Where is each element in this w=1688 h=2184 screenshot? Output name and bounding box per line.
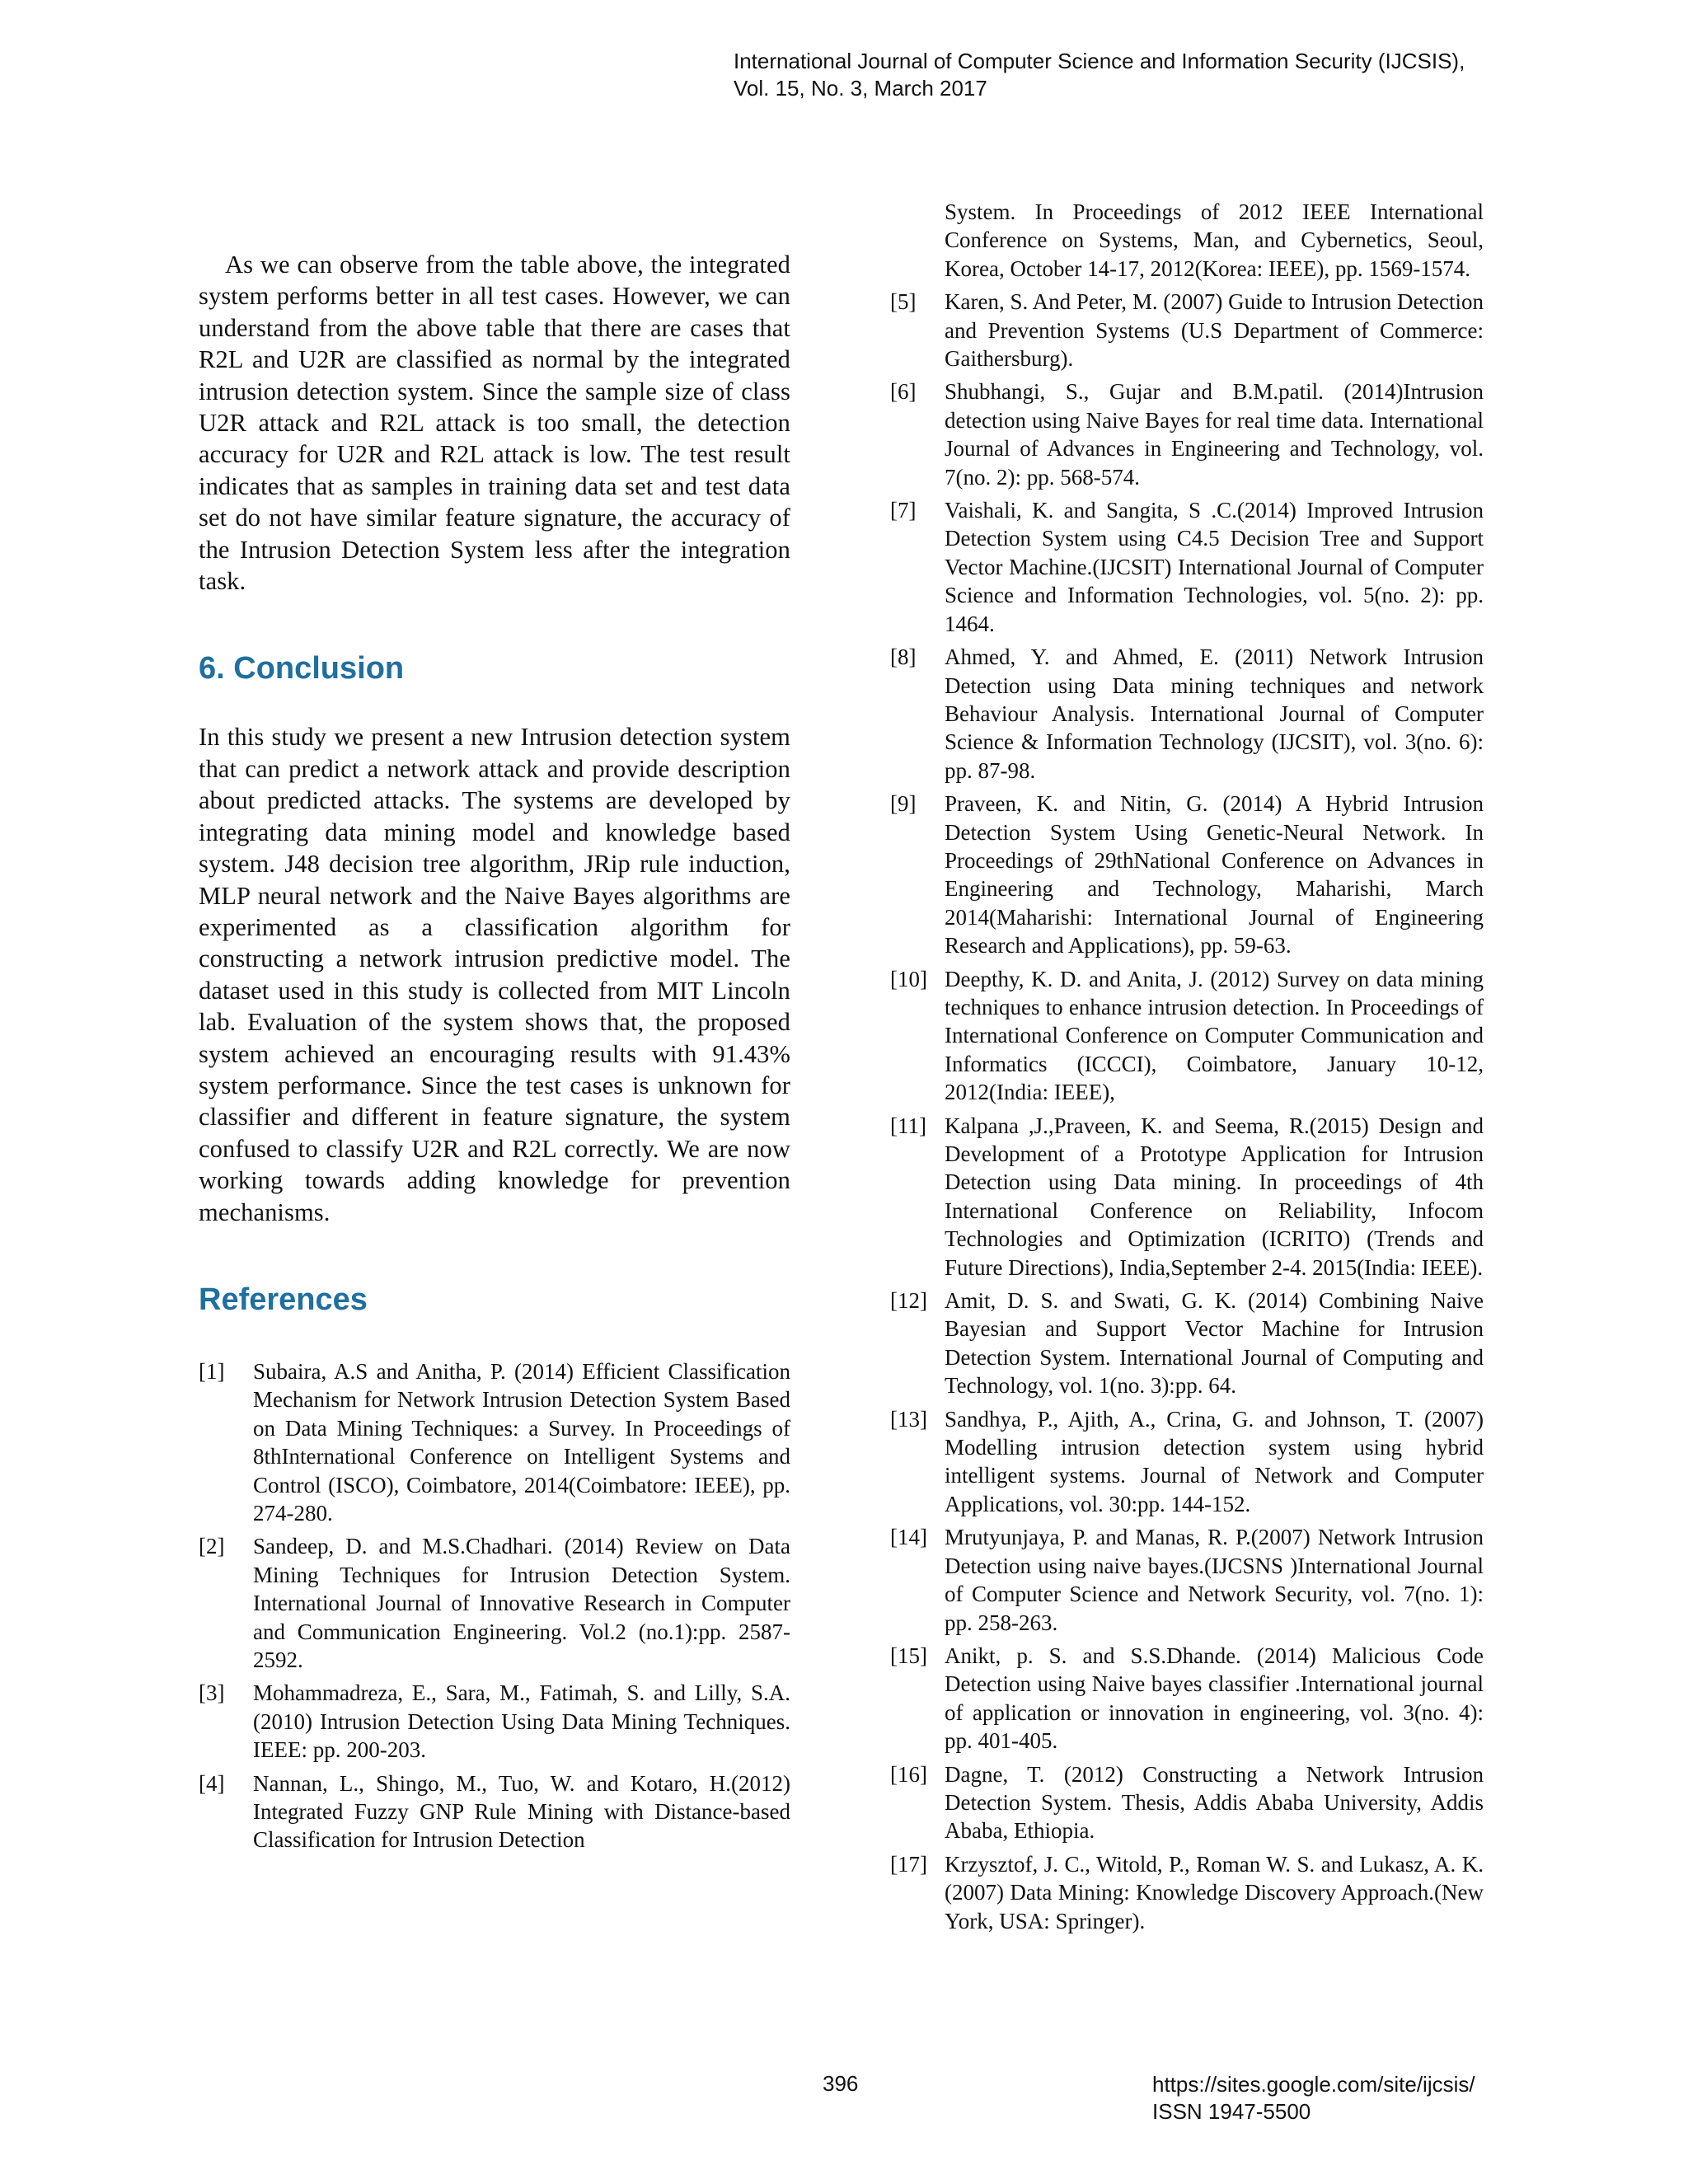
- reference-number: [5]: [890, 289, 917, 315]
- reference-number: [15]: [890, 1643, 927, 1668]
- reference-item: [890, 377, 1484, 491]
- reference-number: [16]: [890, 1761, 927, 1787]
- reference-text: Vaishali, K. and Sangita, S .C.(2014) Improved Intrusion Detection System using C4.5 Decision Tree and Support Vector Machine.(IJCSIT) International Journal of Computer Science and Information Technologies, vol. 5(no. 2): pp. 1464.: [945, 498, 1484, 636]
- journal-issn: ISSN 1947-5500: [1152, 2099, 1311, 2124]
- reference-text: Nannan, L., Shingo, M., Tuo, W. and Kotaro, H.(2012) Integrated Fuzzy GNP Rule Mining with Distance-based Classification for Intrusion Detection: [253, 1770, 790, 1853]
- reference-item: [890, 965, 1484, 1107]
- reference-text: Mrutyunjaya, P. and Manas, R. P.(2007) Network Intrusion Detection using naive bayes.(IJCSNS )International Journal of Computer Science and Network Security, vol. 7(no. 1): pp. 258-263.: [945, 1525, 1484, 1635]
- reference-number: [6]: [890, 379, 917, 405]
- reference-text: Sandhya, P., Ajith, A., Crina, G. and Johnson, T. (2007) Modelling intrusion detection system using hybrid intelligent systems. Journal of Network and Computer Applications, vol. 30:pp. 144-152.: [945, 1406, 1484, 1516]
- reference-number: [11]: [890, 1113, 926, 1138]
- reference-number: [10]: [890, 966, 927, 991]
- journal-url: https://sites.google.com/site/ijcsis/: [1152, 2072, 1475, 2097]
- reference-item: [199, 1679, 790, 1764]
- journal-volume: Vol. 15, No. 3, March 2017: [734, 76, 987, 101]
- reference-item: [890, 1850, 1484, 1935]
- conclusion-paragraph: In this study we present a new Intrusion detection system that can predict a network attack and provide description about predicted attacks. The systems are developed by integrating data mining model and knowledge based system. J48 decision tree algorithm, JRip rule induction, MLP neural network and the Naive Bayes algorithms are experimented as a classification algorithm for constructing a network intrusion predictive model. The dataset used in this study is collected from MIT Lincoln lab. Evaluation of the system shows that, the proposed system achieved an encouraging results with 91.43% system performance. Since the test cases is unknown for classifier and different in feature signature, the system confused to classify U2R and R2L correctly. We are now working towards adding knowledge for prevention mechanisms.: [199, 723, 790, 1226]
- reference-item: [890, 1286, 1484, 1400]
- reference-number: [12]: [890, 1288, 927, 1314]
- reference-text: Amit, D. S. and Swati, G. K. (2014) Combining Naive Bayesian and Support Vector Machine for Intrusion Detection System. International Journal of Computing and Technology, vol. 1(no. 3):pp. 64.: [945, 1288, 1484, 1399]
- reference-text: Subaira, A.S and Anitha, P. (2014) Efficient Classification Mechanism for Network Intrusion Detection System Based on Data Mining Techniques: a Survey. In Proceedings of 8thInternational Conference on Intelligent Systems and Control (ISCO), Coimbatore, 2014(Coimbatore: IEEE), pp. 274-280.: [253, 1358, 790, 1526]
- references-list-left: [199, 1357, 790, 1854]
- reference-text: Kalpana ,J.,Praveen, K. and Seema, R.(2015) Design and Development of a Prototype Application for Intrusion Detection using Data mining. In proceedings of 4th International Conference on Reliability, Infocom Technologies and Optimization (ICRITO) (Trends and Future Directions), India,September 2-4. 2015(India: IEEE).: [945, 1113, 1484, 1280]
- reference-text: Deepthy, K. D. and Anita, J. (2012) Survey on data mining techniques to enhance intrusion detection. In Proceedings of International Conference on Computer Communication and Informatics (ICCCI), Coimbatore, January 10-12, 2012(India: IEEE),: [945, 966, 1484, 1105]
- reference-item: [199, 1357, 790, 1527]
- reference-text: Sandeep, D. and M.S.Chadhari. (2014) Review on Data Mining Techniques for Intrusion Detection System. International Journal of Innovative Research in Computer and Communication Engineering. Vol.2 (no.1):pp. 2587-2592.: [253, 1534, 790, 1673]
- reference-item: [890, 790, 1484, 959]
- reference-item: [890, 1523, 1484, 1637]
- reference-number: [8]: [890, 644, 917, 670]
- reference-item: [890, 643, 1484, 785]
- reference-number: [2]: [199, 1534, 225, 1559]
- conclusion-heading: 6. Conclusion: [199, 651, 405, 687]
- reference-number: [14]: [890, 1525, 927, 1550]
- reference-text: Shubhangi, S., Gujar and B.M.patil. (2014)Intrusion detection using Naive Bayes for real time data. International Journal of Advances in Engineering and Technology, vol. 7(no. 2): pp. 568-574.: [945, 379, 1484, 490]
- reference-text: Praveen, K. and Nitin, G. (2014) A Hybrid Intrusion Detection System Using Genetic-Neural Network. In Proceedings of 29thNational Conference on Advances in Engineering and Technology, Maharishi, March 2014(Maharishi: International Journal of Engineering Research and Applications), pp. 59-63.: [945, 791, 1484, 958]
- reference-text: Krzysztof, J. C., Witold, P., Roman W. S. and Lukasz, A. K. (2007) Data Mining: Knowledge Discovery Approach.(New York, USA: Springer).: [945, 1851, 1484, 1933]
- reference-item: [890, 496, 1484, 638]
- journal-title: International Journal of Computer Science and Information Security (IJCSIS),: [734, 49, 1465, 73]
- reference-text: Dagne, T. (2012) Constructing a Network Intrusion Detection System. Thesis, Addis Ababa University, Addis Ababa, Ethiopia.: [945, 1761, 1484, 1844]
- reference-text: Anikt, p. S. and S.S.Dhande. (2014) Malicious Code Detection using Naive bayes classifier .International journal of application or innovation in engineering, vol. 3(no. 4): pp. 401-405.: [945, 1643, 1484, 1754]
- references-list-right: [890, 288, 1484, 1935]
- right-column: [890, 198, 1484, 1940]
- reference-text: Mohammadreza, E., Sara, M., Fatimah, S. and Lilly, S.A. (2010) Intrusion Detection Using Data Mining Techniques. IEEE: pp. 200-203.: [253, 1680, 790, 1763]
- reference-text: Ahmed, Y. and Ahmed, E. (2011) Network Intrusion Detection using Data mining techniques and network Behaviour Analysis. International Journal of Computer Science & Information Technology (IJCSIT), vol. 3(no. 6): pp. 87-98.: [945, 644, 1484, 783]
- reference-number: [9]: [890, 791, 917, 817]
- footer-info: [1152, 2071, 1475, 2125]
- reference-item: [890, 1405, 1484, 1519]
- reference-number: [13]: [890, 1406, 927, 1432]
- reference-item: [890, 288, 1484, 373]
- reference-number: [7]: [890, 498, 917, 523]
- intro-paragraph: As we can observe from the table above, the integrated system performs better in all test cases. However, we can understand from the above table that there are cases that R2L and U2R are classified as normal by the integrated intrusion detection system. Since the sample size of class U2R attack and R2L attack is too small, the detection accuracy for U2R and R2L attack is low. The test result indicates that as samples in training data set and test data set do not have similar feature signature, the accuracy of the Intrusion Detection System less after the integration task.: [199, 251, 790, 596]
- left-column: [199, 249, 790, 1859]
- reference-number: [3]: [199, 1680, 225, 1706]
- reference-number: [1]: [199, 1358, 225, 1384]
- journal-header: [734, 48, 1465, 102]
- reference-item: [890, 1112, 1484, 1282]
- reference-number: [17]: [890, 1851, 927, 1877]
- reference-text: Karen, S. And Peter, M. (2007) Guide to Intrusion Detection and Prevention Systems (U.S Department of Commerce: Gaithersburg).: [945, 289, 1484, 372]
- references-heading: References: [199, 1282, 368, 1317]
- page-number: 396: [823, 2071, 859, 2096]
- reference-item: [199, 1769, 790, 1854]
- reference-number: [4]: [199, 1770, 225, 1796]
- reference-4-continuation: System. In Proceedings of 2012 IEEE International Conference on Systems, Man, and Cybernetics, Seoul, Korea, October 14-17, 2012(Korea: IEEE), pp. 1569-1574.: [945, 199, 1484, 281]
- reference-item: [890, 1642, 1484, 1755]
- reference-item: [199, 1532, 790, 1674]
- reference-item: [890, 1760, 1484, 1845]
